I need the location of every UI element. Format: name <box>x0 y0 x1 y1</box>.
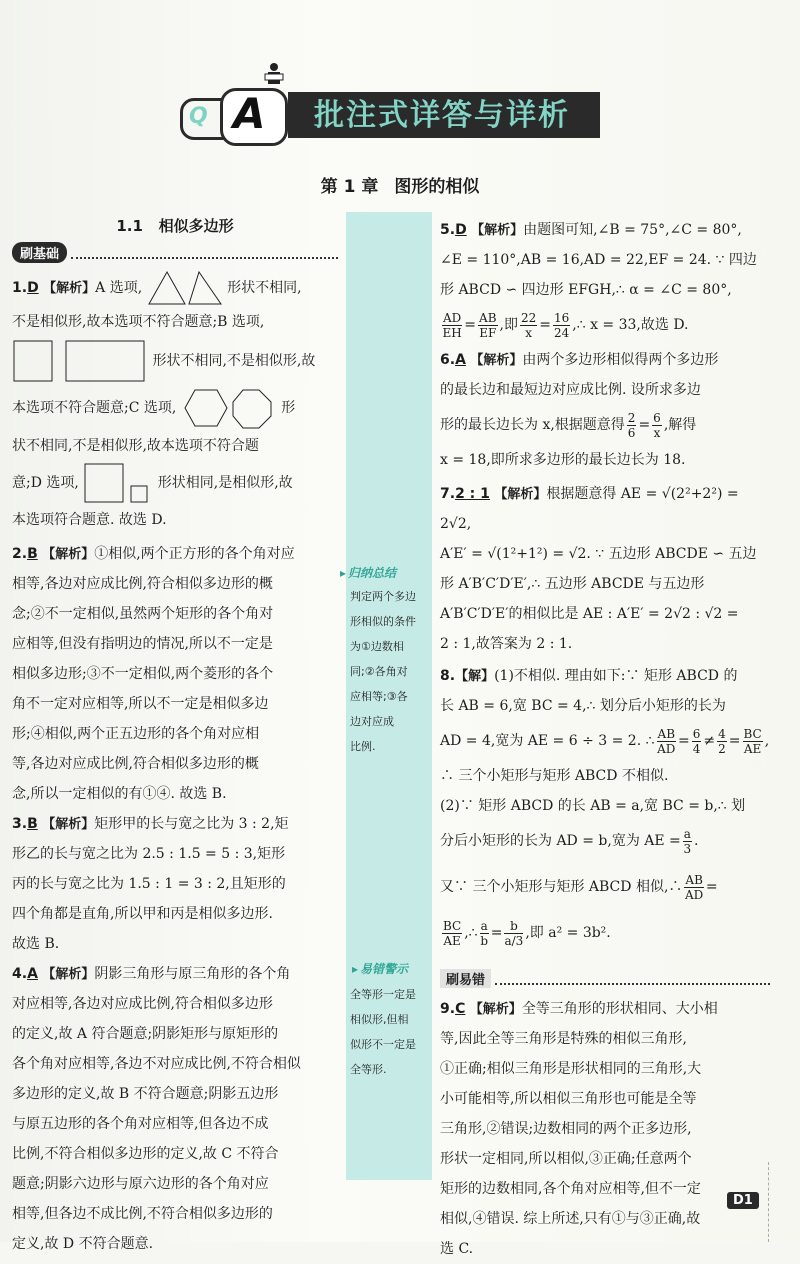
q-bubble-icon: Q <box>180 98 236 140</box>
fraction: $\frac{b}{a/3}$ <box>504 918 524 948</box>
reading-person-icon <box>262 62 286 90</box>
fraction: $\frac{AD}{EH}$ <box>442 310 462 340</box>
note-summary-text: 判定两个多边 形相似的条件 为①边数相 同;②各角对 应相等;③各 边对应成 比例. <box>350 590 416 753</box>
page-edge <box>768 1162 800 1242</box>
chapter-number: 第 1 章 <box>320 177 379 197</box>
answer-6: 6.A 【解析】由两个多边形相似得两个多边形 的最长边和最短边对应成比例. 设所求多边 形的最长边长为 x,根据题意得 $\frac{2}{6}$ = $\frac{6}{x}$ ,解得 x = 18,即所求多边形的最长边长为 18. <box>440 352 719 468</box>
right-column <box>440 215 770 1264</box>
error-badge: 刷易错 <box>440 969 770 988</box>
page-title: 批注式详答与详析 <box>314 98 570 133</box>
basic-badge: 刷基础 <box>12 242 338 263</box>
section-title: 1.1 相似多边形 <box>116 217 234 235</box>
fraction: $\frac{AB}{AD}$ <box>657 726 676 756</box>
note-warning-text: 全等形一定是 相似形,但相 似形不一定是 全等形. <box>350 988 416 1076</box>
fraction: $\frac{AB}{EF}$ <box>479 310 497 340</box>
hexagon-octagon-icon <box>181 387 277 429</box>
square-pair-icon <box>83 462 153 504</box>
answer-4: 4.A 【解析】阴影三角形与原三角形的各个角 对应相等,各边对应成比例,符合相似多边形 的定义,故 A 符合题意;阴影矩形与原矩形的 各个角对应相等,各边不对应成比例,不符合相似 多边形的定义,故 B 不符合题意;阴影五边形 与原五边形的各个角对应相等,但各边不成 比例,不符合相似多边形的定义,故 C 不符合 题意;阴影六边形与原六边形的各个角对应 相等,但各边不成比例,不符合相似多边形的 定义,故 D 不符合题意. <box>12 966 301 1252</box>
answer-5: 5.D 【解析】由题图可知,∠B = 75°,∠C = 80°, ∠E = 110°,AB = 16,AD = 22,EF = 24. ∵ 四边 形 ABCD ∽ 四边形 EFGH,∴ α = ∠C = 80°, $\frac{AD}{EH}$ = $\frac{AB}{EF}$ ,即 $\frac{22}{x}$ = $\frac{16}{24}$ ,∴ x = 33,故选 D. <box>440 222 757 340</box>
fraction: $\frac{a}{3}$ <box>683 826 692 856</box>
dotted-divider <box>71 247 338 259</box>
fraction: $\frac{2}{6}$ <box>627 410 636 440</box>
answer-9: 9.C 【解析】全等三角形的形状相同、大小相 等,因此全等三角形是特殊的相似三角形, ①正确;相似三角形是形状相同的三角形,大 小可能相等,所以相似三角形也可能是全等 三角形,②错误;边数相同的两个正多边形, 形状一定相同,所以相似,③正确;任意两个 矩形的边数相同,各个角对应相等,但不一定 相似,④错误. 综上所述,只有①与③正确,故 选 C. <box>440 1001 718 1257</box>
sidebar-notes <box>346 212 432 1180</box>
chapter-heading <box>0 172 800 197</box>
fraction: $\frac{4}{2}$ <box>718 726 726 756</box>
left-column <box>12 215 338 1259</box>
fraction: $\frac{BC}{AE}$ <box>443 918 462 948</box>
answer-1: 1.D 【解析】A 选项, 形状不相同, 不是相似形,故本选项不符合题意;B 选项, 形状不相同,不是相似形,故 本选项不符合题意;C 选项, 形 状不相同,不是相似形,故本选项不符合题 意;D 选项, 形状相同,是相似形,故 本选项符合题意. 故选 D. <box>12 269 338 535</box>
fraction: $\frac{AB}{AD}$ <box>685 872 704 902</box>
page-number: D1 <box>727 1192 759 1209</box>
fraction: $\frac{6}{x}$ <box>653 410 661 440</box>
triangle-pair-icon <box>147 270 223 306</box>
a-bubble-icon: A <box>220 88 288 146</box>
header-banner <box>180 62 620 162</box>
fraction: $\frac{BC}{AE}$ <box>743 726 762 756</box>
note-warning-title: ▸ 易错警示 <box>352 960 408 977</box>
answer-2: 2.B 【解析】①相似,两个正方形的各个角对应 相等,各边对应成比例,符合相似多边形的概 念;②不一定相似,虽然两个矩形的各个角对 应相等,但没有指明边的情况,所以不一定是 相似多边形;③不一定相似,两个菱形的各个 角不一定对应相等,所以不一定是相似多边 形;④相似,两个正五边形的各个角对应相 等,各边对应成比例,符合相似多边形的概 念,所以一定相似的有①④. 故选 B. <box>12 546 295 802</box>
chapter-name: 图形的相似 <box>394 177 480 197</box>
fraction: $\frac{6}{4}$ <box>692 726 701 756</box>
fraction: $\frac{22}{x}$ <box>520 310 537 340</box>
fraction: $\frac{a}{b}$ <box>480 918 489 948</box>
answer-7: 7.2 : 1 【解析】根据题意得 AE = √(2²+2²) = 2√2, A′E′ = √(1²+1²) = √2. ∵ 五边形 ABCDE ∽ 五边 形 A′B′C′D′E′,∴ 五边形 ABCDE 与五边形 A′B′C′D′E′的相似比是 AE : A′E′ = 2√2 : √2 = 2 : 1,故答案为 2 : 1. <box>440 486 757 652</box>
note-summary-title: ▸ 归纳总结 <box>340 564 396 581</box>
fraction: $\frac{16}{24}$ <box>553 310 570 340</box>
rectangle-pair-icon <box>12 339 148 383</box>
dotted-divider <box>495 973 770 985</box>
answer-3: 3.B 【解析】矩形甲的长与宽之比为 3 : 2,矩 形乙的长与宽之比为 2.5 : 1.5 = 5 : 3,矩形 丙的长与宽之比为 1.5 : 1 = 3 : 2,且矩形的 四个角都是直角,所以甲和丙是相似多边形. 故选 B. <box>12 816 289 952</box>
answer-8: 8.【解】(1)不相似. 理由如下:∵ 矩形 ABCD 的 长 AB = 6,宽 BC = 4,∴ 划分后小矩形的长为 AD = 4,宽为 AE = 6 ÷ 3 = 2. ∴ $\frac{AB}{AD}$ = $\frac{6}{4}$ ≠ $\frac{4}{2}$ = $\frac{BC}{AE}$ , ∴ 三个小矩形与矩形 ABCD 不相似. (2)∵ 矩形 ABCD 的长 AB = a,宽 BC = b,∴ 划 分后小矩形的长为 AD = b,宽为 AE = $\frac{a}{3}$ . 又∵ 三个小矩形与矩形 ABCD 相似,∴ $\frac{AB}{AD}$ = $\frac{BC}{AE}$ ,∴ $\frac{a}{b}$ = $\frac{b}{a/3}$ ,即 a² = 3b². <box>440 668 770 948</box>
